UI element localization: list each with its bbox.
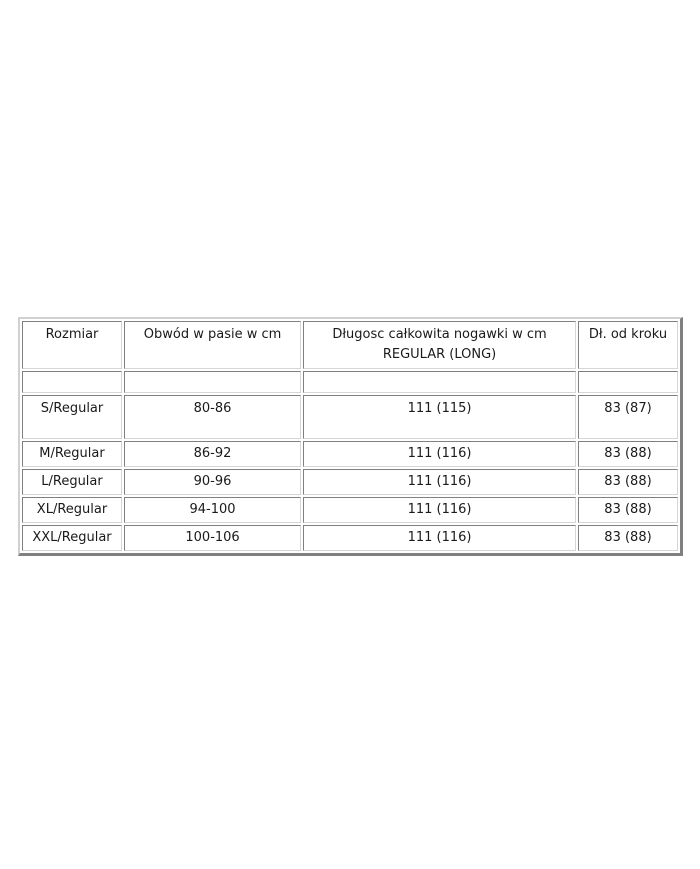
cell-waist: 90-96: [124, 469, 301, 495]
table-row: [22, 469, 678, 495]
cell-waist: 80-86: [124, 395, 301, 439]
cell-inseam: 83 (88): [578, 525, 678, 551]
empty-cell: [578, 371, 678, 393]
cell-inseam: 83 (88): [578, 441, 678, 467]
cell-waist: 94-100: [124, 497, 301, 523]
cell-leg-length: 111 (116): [303, 441, 576, 467]
table-row: [22, 441, 678, 467]
cell-leg-length: 111 (116): [303, 525, 576, 551]
table-row: [22, 497, 678, 523]
table-row: [22, 395, 678, 439]
header-waist: Obwód w pasie w cm: [124, 321, 301, 369]
cell-leg-length: 111 (115): [303, 395, 576, 439]
empty-cell: [124, 371, 301, 393]
header-leg-length: [303, 321, 576, 369]
cell-size: XL/Regular: [22, 497, 122, 523]
header-size: Rozmiar: [22, 321, 122, 369]
cell-waist: 100-106: [124, 525, 301, 551]
cell-size: M/Regular: [22, 441, 122, 467]
header-leg-length-line1: Długosc całkowita nogawki w cm: [332, 327, 547, 342]
empty-cell: [303, 371, 576, 393]
cell-inseam: 83 (88): [578, 469, 678, 495]
cell-size: XXL/Regular: [22, 525, 122, 551]
cell-leg-length: 111 (116): [303, 497, 576, 523]
header-leg-length-line2: REGULAR (LONG): [382, 347, 497, 362]
header-inseam: Dł. od kroku: [578, 321, 678, 369]
cell-size: S/Regular: [22, 395, 122, 439]
size-chart-table: [18, 317, 683, 556]
cell-inseam: 83 (87): [578, 395, 678, 439]
cell-size: L/Regular: [22, 469, 122, 495]
cell-leg-length: 111 (116): [303, 469, 576, 495]
empty-cell: [22, 371, 122, 393]
table-row: [22, 525, 678, 551]
table-empty-row: [22, 371, 678, 393]
cell-waist: 86-92: [124, 441, 301, 467]
table-header-row: [22, 321, 678, 369]
cell-inseam: 83 (88): [578, 497, 678, 523]
